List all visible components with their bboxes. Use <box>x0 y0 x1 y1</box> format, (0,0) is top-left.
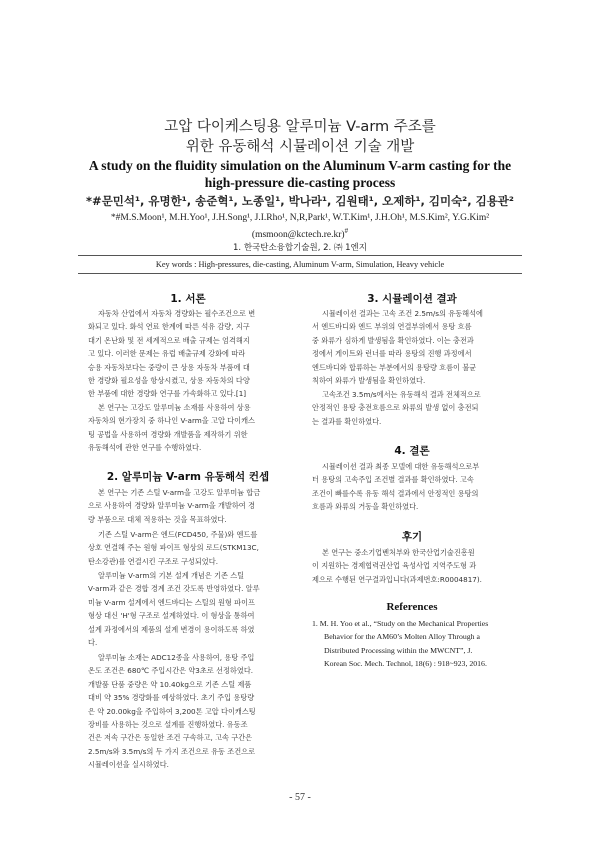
section-heading-conclusion: 4. 결론 <box>394 445 430 457</box>
line: 대기 온난화 및 전 세계적으로 배출 규제는 엄격해지 <box>88 335 250 345</box>
line: 는 결과를 확인하였다. <box>312 416 382 426</box>
line: 설계 과정에서의 제품의 설계 변경이 용이하도록 하였 <box>88 624 255 634</box>
corresponding-email <box>0 227 600 240</box>
line: 은 약 20.00kg을 주입하여 3,200톤 고압 다이캐스팅 <box>88 706 256 716</box>
line: 탄소강관)를 연결시킨 구조로 구성되었다. <box>88 556 218 566</box>
line: 정에서 게이트와 런너를 따라 용탕의 진행 과정에서 <box>312 349 472 359</box>
line: 1. M. H. Yoo et al., “Study on the Mechanical Properties <box>312 619 489 628</box>
line: 칙하여 와류가 발생됨을 확인하였다. <box>312 376 426 386</box>
reference-item-1 <box>312 617 512 671</box>
intro-paragraph-2 <box>88 401 288 455</box>
line: 조건이 빠를수록 유동 해석 결과에서 안정적인 용탕의 <box>312 488 479 498</box>
line: 으로 사용하여 경량화 알루미늄 V-arm을 개발하여 경 <box>88 501 255 511</box>
line: 장비를 사용하는 것으로 설계를 진행하였다. 유동조 <box>88 720 248 730</box>
line: 화되고 있다. 화석 연료 한계에 따른 석유 감량, 지구 <box>88 322 250 332</box>
results-paragraph-2 <box>312 388 512 428</box>
authors-korean: *#문민석¹, 유명한¹, 송준혁¹, 노종일¹, 박나라¹, 김원태¹, 오제하¹, 김미숙², 김용관² <box>86 194 514 208</box>
line: 대비 약 35% 경량화를 예상하였다. 초기 주입 용탕량 <box>88 693 255 703</box>
line: 알루미늄 V-arm의 기본 설계 개념은 기존 스틸 <box>98 571 245 580</box>
email-address: (msmoon@kctech.re.kr) <box>251 230 345 241</box>
section-heading-acknowledgement: 후기 <box>401 531 423 543</box>
affiliations: 1. 한국탄소융합기술원, 2. ㈜ 1엔지 <box>233 243 367 253</box>
line: 중 와류가 심하게 발생됨을 확인하였다. 이는 충전과 <box>312 335 474 345</box>
section-heading-references: References <box>386 601 438 613</box>
line: 한 부품에 대한 경량화 연구를 가속화하고 있다.[1] <box>88 389 247 399</box>
line: 한 경량화 필요성을 항상시켰고, 상용 자동차의 다양 <box>88 376 250 386</box>
line: 이 지원하는 경제협력권산업 육성사업 지역주도형 과 <box>312 561 477 571</box>
section-heading-design: 2. 알루미늄 V-arm 유동해석 컨셉 <box>106 471 270 483</box>
line: 팅 공법을 사용하여 경량화 개발품을 제작하기 위한 <box>88 429 248 439</box>
line: 흐름과 와류의 거동을 확인하였다. <box>312 502 419 512</box>
line: 안정적인 용탕 충전흐름으로 와류의 발생 없이 충전되 <box>312 403 479 413</box>
line: 시뮬레이션 결과 최종 모델에 대한 유동해석으로부 <box>322 462 480 471</box>
section-heading-intro: 1. 서론 <box>170 293 206 305</box>
line: 알루미늄 소재는 ADC12종을 사용하여, 용탕 주입 <box>98 653 255 662</box>
line: 상호 연결해 주는 원형 파이프 형상의 로드(STKM13C, <box>88 543 259 553</box>
design-paragraph-2 <box>88 528 288 568</box>
intro-paragraph-1 <box>88 307 288 401</box>
line: 다. <box>88 638 98 648</box>
line: 본 연구는 중소기업벤처부와 한국산업기술진흥원 <box>322 548 475 557</box>
line: 2.5m/s와 3.5m/s의 두 가지 조건으로 유동 조건으로 <box>88 746 256 756</box>
line: 형상 대신 'H'형 구조로 설계하였다. 이 형상을 통하여 <box>88 611 255 621</box>
keywords-top-rule <box>78 255 522 256</box>
line: 개발품 단품 중량은 약 10.40kg으로 기존 스틸 제품 <box>88 679 252 689</box>
line: 기존 스틸 V-arm은 엔드(FCD450, 주물)와 엔드를 <box>98 530 258 539</box>
line: V-arm과 같은 경합 경계 조건 갓도록 반영하였다. 알루 <box>88 584 260 594</box>
page-number: - 57 - <box>289 792 311 803</box>
title-korean-line2: 위한 유동해석 시뮬레이션 기술 개발 <box>185 139 415 155</box>
line: 제으로 수행된 연구결과입니다(과제번호:R0004817). <box>312 574 482 584</box>
title-korean-line1: 고압 다이케스팅용 알루미늄 V-arm 주조를 <box>164 119 436 135</box>
keywords-bottom-rule <box>78 273 522 274</box>
line: 본 연구는 기존 스틸 V-arm을 고강도 알루미늄 합금 <box>98 488 261 497</box>
line: 승용 자동차보다는 중량이 큰 상용 자동차 부품에 대 <box>88 362 250 372</box>
line: 시뮬레이션을 실시하였다. <box>88 760 169 770</box>
conclusion-paragraph <box>312 460 512 514</box>
authors-english: *#M.S.Moon¹, M.H.Yoo¹, J.H.Song¹, J.I.Rho¹, N,R,Park¹, W.T.Kim¹, J.H.Oh¹, M.S.Kim², Y.G.Kim² <box>110 213 490 223</box>
line: 유동해석에 관한 연구를 수행하였다. <box>88 443 202 453</box>
acknowledgement-paragraph <box>312 546 512 586</box>
line: Behavior for the AM60’s Molten Alloy Through a <box>324 632 480 642</box>
line: 본 연구는 고강도 알루미늄 소재를 사용하여 상용 <box>98 403 251 412</box>
line: 엔드바디와 합류하는 부분에서의 용탕량 흐름이 불균 <box>312 362 477 372</box>
line: 량 부품으로 대체 적용하는 것을 목표하였다. <box>88 514 227 524</box>
line: 터 용탕의 고속주입 조건별 결과를 확인하였다. 고속 <box>312 475 474 485</box>
line: 고속조건 3.5m/s에서는 유동해석 결과 전체적으로 <box>322 390 481 399</box>
title-english-line2: high-pressure die-casting process <box>204 175 396 190</box>
line: 미늄 V-arm 설계에서 엔드바디는 스틸의 원형 파이프 <box>88 597 255 607</box>
section-heading-results: 3. 시뮬레이션 결과 <box>367 293 457 305</box>
email-mark: # <box>344 227 349 235</box>
line: 서 엔드바디와 엔드 부위의 연결부위에서 용탕 흐름 <box>312 322 472 332</box>
line: 온도 조건은 680℃ 주입시간은 약3초로 선정하였다. <box>88 666 254 676</box>
line: 건은 저속 구간은 동일한 조건 구속하고, 고속 구간은 <box>88 733 253 743</box>
design-paragraph-4 <box>88 651 288 772</box>
line: 자동차 산업에서 자동차 경량화는 필수조건으로 변 <box>98 309 256 318</box>
line: 자동차의 현가장치 중 하나인 V-arm을 고압 다이캐스 <box>88 416 255 426</box>
keywords: Key words : High-pressures, die-casting, Aluminum V-arm, Simulation, Heavy vehicle <box>155 260 445 269</box>
design-paragraph-1 <box>88 486 288 526</box>
line: 고 있다. 이러한 문제는 유럽 배출규제 강화에 따라 <box>88 349 246 359</box>
line: Korean Soc. Mech. Technol, 18(6) : 918~923, 2016. <box>324 659 487 669</box>
design-paragraph-3 <box>88 569 288 649</box>
title-english-line1: A study on the fluidity simulation on the Aluminum V-arm casting for the <box>88 158 512 173</box>
line: Distributed Processing within the MWCNT”, J. <box>324 645 473 655</box>
line: 시뮬레이션 결과는 고속 조건 2.5m/s의 유동해석에 <box>322 309 483 318</box>
results-paragraph-1 <box>312 307 512 387</box>
